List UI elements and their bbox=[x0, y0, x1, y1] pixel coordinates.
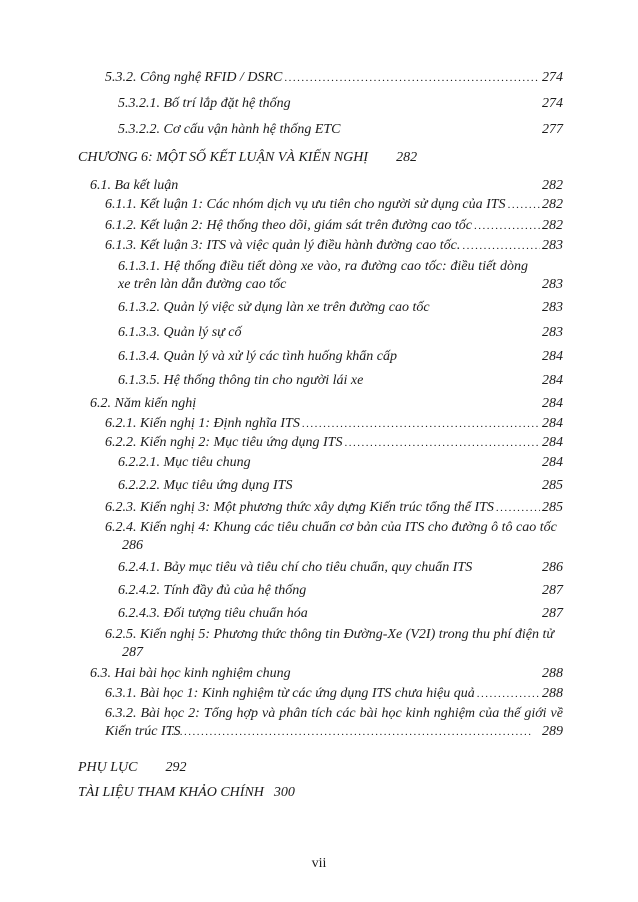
toc-entry-page: 287 bbox=[542, 606, 563, 621]
dot-leader bbox=[344, 435, 540, 451]
toc-entry-6-2-2 bbox=[105, 435, 563, 451]
toc-entry-text: 6.2.4.1. Bảy mục tiêu và tiêu chí cho tiêu chuẩn, quy chuẩn ITS bbox=[118, 560, 473, 575]
footer-page-number: vii bbox=[311, 856, 327, 871]
toc-entry-5-3-2-2 bbox=[118, 122, 563, 138]
toc-entry-text: PHỤ LỤC bbox=[78, 760, 138, 775]
toc-entry-text: 6.2.4.3. Đối tượng tiêu chuẩn hóa bbox=[118, 606, 308, 621]
toc-entry-text: 6.1.2. Kết luận 2: Hệ thống theo dõi, giám sát trên đường cao tốc bbox=[105, 218, 473, 233]
toc-entry-page: 286 bbox=[122, 538, 143, 553]
toc-entry-text: 5.3.2.2. Cơ cấu vận hành hệ thống ETC bbox=[118, 122, 341, 137]
toc-entry-6-1-3-5 bbox=[118, 373, 563, 389]
toc-entry-6-1-1 bbox=[105, 197, 563, 213]
dot-leader bbox=[167, 723, 533, 741]
toc-entry-page: 284 bbox=[542, 455, 563, 470]
toc-entry-page: 287 bbox=[122, 645, 143, 660]
toc-entry-6-2-4-1 bbox=[118, 560, 563, 576]
toc-entry-text: 6.1.3.3. Quản lý sự cố bbox=[118, 325, 242, 340]
toc-entry-text: 6.2.1. Kiến nghị 1: Định nghĩa ITS bbox=[105, 416, 300, 431]
toc-entry-page: 284 bbox=[542, 435, 563, 450]
dot-leader bbox=[284, 70, 540, 86]
toc-entry-5-3-2 bbox=[105, 70, 563, 86]
toc-entry-page: 277 bbox=[542, 122, 563, 137]
toc-entry-text: 6.1.3.1. Hệ thống điều tiết dòng xe vào, ra đường cao tốc: điều tiết dòng xe trên làn dẫn đường cao tốc bbox=[118, 259, 528, 292]
toc-entry-page: 285 bbox=[542, 478, 563, 493]
toc-entry-page: 288 bbox=[542, 666, 563, 681]
toc-entry-6-1-3-3 bbox=[118, 325, 563, 341]
toc-entry-page: 282 bbox=[542, 197, 563, 212]
toc-entry-page: 282 bbox=[542, 218, 563, 233]
dot-leader bbox=[474, 218, 540, 234]
toc-entry-page: 300 bbox=[273, 785, 295, 800]
toc-entry-6-1-3-2 bbox=[118, 300, 563, 316]
toc-entry-page: 292 bbox=[165, 760, 187, 775]
toc-entry-text: 6.3.1. Bài học 1: Kinh nghiệm từ các ứng dụng ITS chưa hiệu quả bbox=[105, 686, 475, 701]
toc-entry-text: 6.2.2.2. Mục tiêu ứng dụng ITS bbox=[118, 478, 293, 493]
toc-entry-page: 284 bbox=[542, 373, 563, 388]
toc-entry-references bbox=[78, 785, 563, 801]
dot-leader bbox=[462, 238, 540, 254]
toc-entry-page: 285 bbox=[542, 500, 563, 515]
toc-entry-text: 6.2.4.2. Tính đầy đủ của hệ thống bbox=[118, 583, 307, 598]
toc-entry-6-2-3 bbox=[105, 500, 563, 516]
toc-entry-text: 6.1.1. Kết luận 1: Các nhóm dịch vụ ưu tiên cho người sử dụng của ITS bbox=[105, 197, 506, 212]
toc-entry-page: 284 bbox=[542, 349, 563, 364]
toc-entry-6-1-3-4 bbox=[118, 349, 563, 365]
toc-entry-page: 283 bbox=[542, 238, 563, 253]
toc-entry-6-1-3 bbox=[105, 238, 563, 254]
toc-entry-text: 6.1. Ba kết luận bbox=[90, 178, 179, 193]
toc-entry-text: 6.2.2. Kiến nghị 2: Mục tiêu ứng dụng ITS bbox=[105, 435, 343, 450]
toc-entry-text: 6.3.2. Bài học 2: Tổng hợp và phân tích các bài học kinh nghiệm của thế giới về Kiến trúc ITS bbox=[105, 706, 563, 739]
toc-entry-page: 283 bbox=[542, 325, 563, 340]
toc-entry-page: 286 bbox=[542, 560, 563, 575]
toc-entry-6-3-1 bbox=[105, 686, 563, 702]
toc-entry-page: 274 bbox=[542, 70, 563, 85]
toc-entry-page: 289 bbox=[542, 724, 563, 739]
toc-entry-text: 6.2.5. Kiến nghị 5: Phương thức thông tin Đường-Xe (V2I) trong thu phí điện tử bbox=[105, 627, 554, 642]
toc-entry-page: 282 bbox=[396, 150, 418, 165]
toc-entry-6-3 bbox=[90, 666, 563, 682]
toc-entry-text: 6.2.3. Kiến nghị 3: Một phương thức xây dựng Kiến trúc tổng thể ITS bbox=[105, 500, 494, 515]
toc-entry-page: 284 bbox=[542, 396, 563, 411]
toc-entry-text: 6.1.3.4. Quản lý và xử lý các tình huống khẩn cấp bbox=[118, 349, 398, 364]
toc-entry-appendix bbox=[78, 760, 563, 776]
toc-entry-page: 284 bbox=[542, 416, 563, 431]
dot-leader bbox=[496, 500, 540, 516]
toc-entry-6-3-2 bbox=[105, 705, 563, 741]
toc-entry-page: 283 bbox=[542, 277, 563, 292]
toc-entry-page: 287 bbox=[542, 583, 563, 598]
toc-entry-text: 6.2.4. Kiến nghị 4: Khung các tiêu chuẩn cơ bản của ITS cho đường ô tô cao tốc bbox=[105, 520, 557, 535]
toc-entry-text: 5.3.2. Công nghệ RFID / DSRC bbox=[105, 70, 283, 85]
dot-leader bbox=[508, 197, 540, 213]
toc-entry-page: 283 bbox=[542, 300, 563, 315]
toc-entry-text: TÀI LIỆU THAM KHẢO CHÍNH bbox=[78, 785, 264, 800]
toc-entry-page: 274 bbox=[542, 96, 563, 111]
toc-entry-6-2-1 bbox=[105, 416, 563, 432]
toc-entry-6-2-4-2 bbox=[118, 583, 563, 599]
dot-leader bbox=[302, 416, 540, 432]
toc-entry-6-1-3-1 bbox=[118, 258, 563, 294]
toc-entry-6-2-2-2 bbox=[118, 478, 563, 494]
toc-entry-6-2-2-1 bbox=[118, 455, 563, 471]
toc-entry-text: 6.2.2.1. Mục tiêu chung bbox=[118, 455, 251, 470]
toc-entry-6-2-4 bbox=[105, 519, 563, 555]
toc-entry-chapter-6 bbox=[78, 150, 563, 166]
toc-entry-text: CHƯƠNG 6: MỘT SỐ KẾT LUẬN VÀ KIẾN NGHỊ bbox=[78, 150, 369, 165]
dot-leader bbox=[477, 686, 540, 702]
toc-entry-6-2-4-3 bbox=[118, 606, 563, 622]
toc-entry-text: 6.1.3.5. Hệ thống thông tin cho người lái xe bbox=[118, 373, 364, 388]
toc-entry-text: 6.1.3. Kết luận 3: ITS và việc quản lý điều hành đường cao tốc. bbox=[105, 238, 461, 253]
toc-entry-text: 6.1.3.2. Quản lý việc sử dụng làn xe trên đường cao tốc bbox=[118, 300, 430, 315]
toc-entry-6-2 bbox=[90, 396, 563, 412]
toc-entry-page: 288 bbox=[542, 686, 563, 701]
toc-entry-5-3-2-1 bbox=[118, 96, 563, 112]
toc-entry-text: 6.3. Hai bài học kinh nghiệm chung bbox=[90, 666, 291, 681]
toc-entry-6-1-2 bbox=[105, 218, 563, 234]
toc-entry-6-2-5 bbox=[105, 626, 563, 662]
toc-entry-page: 282 bbox=[542, 178, 563, 193]
toc-entry-text: 6.2. Năm kiến nghị bbox=[90, 396, 197, 411]
toc-entry-text: 5.3.2.1. Bố trí lắp đặt hệ thống bbox=[118, 96, 291, 111]
toc-entry-6-1 bbox=[90, 178, 563, 194]
